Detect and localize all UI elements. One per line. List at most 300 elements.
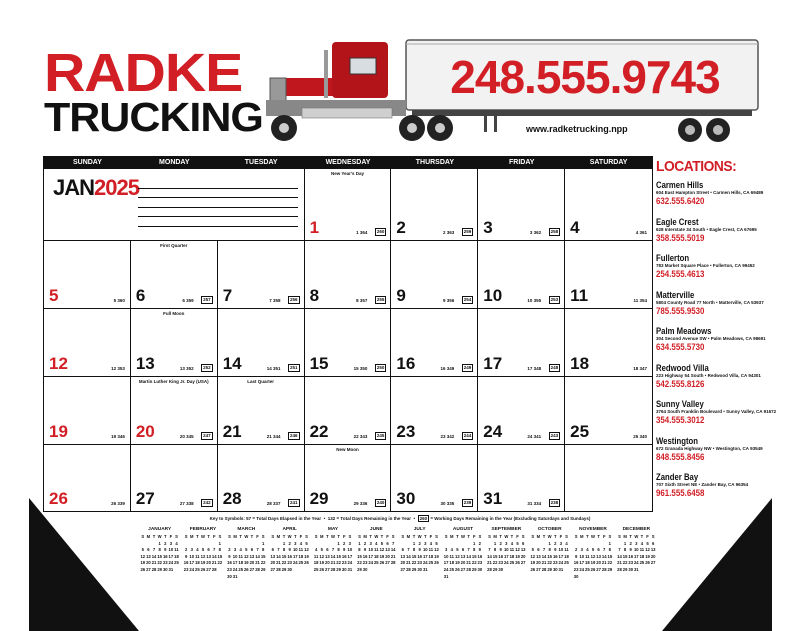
mini-day: 16 <box>628 553 634 559</box>
mini-day: 30 <box>498 566 504 572</box>
mini-day: 9 <box>343 547 346 553</box>
mini-day: 24 <box>292 560 298 566</box>
day-number: 5 <box>49 286 59 305</box>
location-name: Zander Bay <box>656 472 699 482</box>
day-number: 7 <box>222 286 233 305</box>
mini-month-name: FEBRUARY <box>189 527 217 532</box>
mini-day: 4 <box>375 540 378 546</box>
mini-day: 28 <box>541 566 547 572</box>
mini-day: 19 <box>319 560 325 566</box>
day-cell <box>218 377 305 445</box>
mini-day: 24 <box>232 566 238 572</box>
phone-number: 248.555.9743 <box>450 51 720 103</box>
days-elapsed: 28 337 <box>266 501 281 506</box>
empty-cell <box>565 445 652 511</box>
mini-day: 16 <box>417 553 422 559</box>
mini-day: 25 <box>585 566 590 572</box>
legend-work-text: = Working Days Remaining in the Year (Excluding Saturdays and Sundays) <box>430 516 591 521</box>
day-cell <box>391 309 478 377</box>
mini-day: 7 <box>152 547 156 553</box>
mini-day: 4 <box>429 540 433 546</box>
mini-day: 17 <box>443 560 449 566</box>
mini-day: 7 <box>392 540 395 546</box>
mini-day: 18 <box>585 560 590 566</box>
mini-day: 27 <box>325 566 330 572</box>
corner-triangle-left <box>29 498 139 631</box>
working-days-remaining: 250 <box>376 365 385 370</box>
mini-day: 24 <box>579 566 585 572</box>
weekday-label: SUNDAY <box>72 159 102 166</box>
mini-day: 21 <box>211 560 217 566</box>
location-name: Redwood Villa <box>656 362 709 373</box>
mini-day: 20 <box>385 553 390 559</box>
mini-day: 29 <box>622 566 628 572</box>
days-elapsed: 14 351 <box>266 366 281 371</box>
working-days-remaining: 249 <box>463 365 472 370</box>
mini-weekday: F <box>602 534 606 539</box>
mini-weekday: T <box>337 534 340 539</box>
mini-day: 15 <box>336 553 341 559</box>
mini-day: 5 <box>201 547 205 553</box>
mini-day: 3 <box>580 547 583 553</box>
mini-month-name: SEPTEMBER <box>491 527 522 532</box>
mini-day: 12 <box>455 553 460 559</box>
mini-day: 29 <box>336 566 341 572</box>
mini-day: 21 <box>466 560 471 566</box>
day-cell <box>478 445 565 511</box>
mini-day: 20 <box>249 560 255 566</box>
mini-month-name: JUNE <box>369 527 383 532</box>
mini-day: 25 <box>174 560 179 566</box>
mini-weekday: M <box>450 534 454 539</box>
mini-month <box>183 526 222 574</box>
days-elapsed: 3 362 <box>529 230 542 235</box>
mini-day: 15 <box>607 553 613 559</box>
mini-day: 11 <box>174 547 179 553</box>
mini-day: 12 <box>434 547 439 553</box>
mini-weekday: T <box>456 534 459 539</box>
mini-day: 11 <box>639 547 645 553</box>
days-elapsed: 29 336 <box>353 501 368 506</box>
mini-day: 1 <box>473 540 476 546</box>
days-elapsed: 16 349 <box>440 366 455 371</box>
mini-day: 27 <box>249 566 255 572</box>
mini-weekday: T <box>196 534 199 539</box>
working-days-remaining: 252 <box>203 365 211 370</box>
mini-month-name: JULY <box>413 527 426 532</box>
mini-day: 6 <box>147 547 150 553</box>
mini-weekday: T <box>467 534 470 539</box>
mini-day: 23 <box>498 560 504 566</box>
mini-day: 27 <box>536 566 541 572</box>
mini-day: 22 <box>492 560 498 566</box>
mini-day: 16 <box>287 553 292 559</box>
mini-weekday: F <box>212 534 216 539</box>
mini-day: 23 <box>552 560 558 566</box>
mini-month-days <box>573 534 612 580</box>
mini-day: 10 <box>168 547 174 553</box>
mini-day: 19 <box>590 560 596 566</box>
mini-day: 19 <box>379 553 385 559</box>
mini-day: 26 <box>200 566 206 572</box>
days-elapsed: 25 340 <box>633 434 647 439</box>
mini-day: 4 <box>510 540 514 546</box>
mini-day: 18 <box>639 553 645 559</box>
mini-weekday: S <box>565 534 568 539</box>
day-number: 24 <box>483 422 503 441</box>
mini-weekday: F <box>472 534 476 539</box>
weekday-label: FRIDAY <box>509 159 535 166</box>
mini-day: 1 <box>282 540 286 546</box>
location-phone: 785.555.9530 <box>656 305 705 316</box>
mini-weekday: W <box>157 534 162 539</box>
mini-weekday: T <box>326 534 329 539</box>
mini-day: 18 <box>428 553 434 559</box>
mini-day: 21 <box>541 560 547 566</box>
mini-day: 11 <box>238 553 243 559</box>
location-address: 628 Interstate 34 South • Eagle Crest, CA 67695 <box>656 226 757 232</box>
mini-day: 25 <box>298 560 304 566</box>
day-cell <box>478 309 565 377</box>
location-phone: 634.555.5730 <box>656 342 705 352</box>
working-days-remaining: 246 <box>290 433 298 438</box>
mini-weekday: W <box>374 534 379 539</box>
mini-day: 30 <box>477 566 483 572</box>
day-event: First Quarter <box>160 243 188 248</box>
working-days-remaining: 239 <box>463 500 472 505</box>
mini-day: 12 <box>379 547 385 553</box>
mini-day: 17 <box>347 553 353 559</box>
mini-weekday: T <box>282 534 286 539</box>
days-elapsed: 5 360 <box>113 298 125 303</box>
location-address: 707 Sixth Street NE • Zander Bay, CA 96354 <box>656 482 749 487</box>
mini-day: 14 <box>406 553 411 559</box>
mini-day: 5 <box>305 540 308 546</box>
day-cell <box>478 377 565 445</box>
mini-weekday: S <box>435 534 438 539</box>
days-elapsed: 9 356 <box>443 298 455 303</box>
mini-day: 20 <box>400 560 406 566</box>
mini-day: 13 <box>385 547 390 553</box>
mini-weekday: M <box>623 534 627 539</box>
mini-day: 12 <box>304 547 309 553</box>
mini-day: 6 <box>271 547 274 553</box>
mini-month-days <box>227 534 266 580</box>
mini-day: 25 <box>428 560 434 566</box>
mini-day: 22 <box>217 560 223 566</box>
day-number: 30 <box>396 489 416 508</box>
days-elapsed: 8 357 <box>356 298 368 303</box>
mini-day: 18 <box>238 560 244 566</box>
working-days-remaining: 241 <box>290 500 298 505</box>
mini-day: 3 <box>424 540 427 546</box>
location-entry <box>656 326 796 352</box>
mini-day: 7 <box>488 547 491 553</box>
working-days-remaining: 257 <box>203 297 211 302</box>
mini-day: 29 <box>492 566 498 572</box>
mini-weekday: T <box>499 534 502 539</box>
mini-day: 20 <box>520 553 526 559</box>
mini-day: 6 <box>461 547 465 553</box>
mini-day: 8 <box>608 547 612 553</box>
day-cell <box>305 309 392 377</box>
corner-triangle-right <box>662 498 772 631</box>
mini-day: 15 <box>622 553 628 559</box>
mini-day: 19 <box>140 560 146 566</box>
mini-weekday: M <box>276 534 281 539</box>
working-days-remaining: 258 <box>550 229 559 234</box>
mini-month-days <box>357 534 396 574</box>
mini-day: 5 <box>141 547 144 553</box>
mini-day: 9 <box>629 547 632 553</box>
mini-day: 16 <box>162 553 168 559</box>
mini-month-name: OCTOBER <box>537 527 562 532</box>
mini-day: 30 <box>573 573 579 579</box>
mini-day: 19 <box>645 553 650 559</box>
mini-weekday: M <box>233 534 237 539</box>
mini-day: 19 <box>515 553 520 559</box>
mini-day: 23 <box>573 566 579 572</box>
year-mini-calendars <box>140 526 660 592</box>
mini-day: 24 <box>347 560 353 566</box>
mini-day: 9 <box>363 547 367 553</box>
mini-month <box>140 526 179 574</box>
mini-weekday: M <box>493 534 497 539</box>
mini-day: 6 <box>522 540 525 546</box>
mini-day: 23 <box>341 560 347 566</box>
working-days-remaining: 259 <box>463 229 472 234</box>
mini-day: 3 <box>444 547 448 553</box>
day-number: 6 <box>135 286 146 305</box>
mini-weekday: F <box>169 534 173 539</box>
location-phone: 542.555.8126 <box>656 378 705 389</box>
mini-day: 14 <box>255 553 260 559</box>
mini-day: 28 <box>390 560 396 566</box>
mini-day: 27 <box>596 566 601 572</box>
mini-weekday: S <box>261 534 265 539</box>
working-days-remaining: 247 <box>203 433 211 438</box>
mini-day: 24 <box>633 560 639 566</box>
weekday-label: MONDAY <box>159 159 190 166</box>
mini-day: 11 <box>585 553 590 559</box>
mini-day: 30 <box>227 573 232 579</box>
mini-day: 21 <box>276 560 281 566</box>
mini-day: 23 <box>628 560 634 566</box>
day-number: 4 <box>570 218 580 237</box>
mini-day: 10 <box>232 553 238 559</box>
mini-day: 29 <box>411 566 417 572</box>
mini-weekday: S <box>141 534 145 539</box>
day-cell <box>478 169 565 241</box>
mini-weekday: S <box>608 534 612 539</box>
day-cell <box>44 377 131 445</box>
mini-weekday: S <box>488 534 491 539</box>
mini-day: 3 <box>559 540 563 546</box>
legend-elapsed-number: 57 <box>246 516 252 521</box>
mini-day: 16 <box>227 560 232 566</box>
notes-cell <box>44 169 305 241</box>
location-phone: 254.555.4613 <box>656 269 705 279</box>
mini-day: 17 <box>422 553 428 559</box>
mini-day: 20 <box>325 560 330 566</box>
mini-day: 25 <box>639 560 645 566</box>
mini-day: 26 <box>530 566 536 572</box>
mini-day: 30 <box>362 566 368 572</box>
mini-day: 29 <box>607 566 613 572</box>
mini-weekday: M <box>406 534 411 539</box>
mini-day: 12 <box>319 553 325 559</box>
day-number: 16 <box>396 354 416 373</box>
mini-weekday: S <box>218 534 222 539</box>
mini-day: 11 <box>509 547 515 553</box>
mini-weekday: M <box>536 534 541 539</box>
day-cell <box>131 377 218 445</box>
mini-day: 5 <box>380 540 384 546</box>
working-days-remaining: 245 <box>376 433 385 438</box>
mini-month <box>487 526 526 574</box>
day-event: Martin Luther King Jr. Day (USA) <box>138 379 209 384</box>
day-number: 11 <box>570 286 589 305</box>
days-elapsed: 10 355 <box>527 298 542 303</box>
mini-day: 16 <box>183 560 189 566</box>
mini-day: 31 <box>347 566 353 572</box>
mini-day: 25 <box>373 560 379 566</box>
day-cell <box>565 169 652 241</box>
location-entry <box>656 399 796 425</box>
day-event: Full Moon <box>163 311 185 316</box>
legend-intro: Key to Symbols: <box>209 516 245 521</box>
mini-day: 18 <box>195 560 200 566</box>
mini-day: 21 <box>487 560 492 566</box>
mini-day: 6 <box>326 547 329 553</box>
mini-weekday: W <box>461 534 465 539</box>
mini-day: 11 <box>298 547 304 553</box>
day-number: 25 <box>570 422 590 441</box>
mini-day: 16 <box>362 553 368 559</box>
mini-day: 5 <box>435 540 438 546</box>
mini-day: 10 <box>443 553 449 559</box>
mini-day: 10 <box>558 547 564 553</box>
legend-work-number: 260 <box>419 516 428 521</box>
mini-day: 11 <box>449 553 454 559</box>
day-number: 8 <box>309 286 320 305</box>
day-event: Last Quarter <box>247 379 274 384</box>
working-days-remaining: 243 <box>550 433 559 438</box>
mini-day: 2 <box>554 540 557 546</box>
mini-day: 22 <box>157 560 162 566</box>
mini-day: 15 <box>547 553 552 559</box>
day-number: 22 <box>309 422 329 441</box>
mini-day: 31 <box>168 566 174 572</box>
mini-day: 10 <box>422 547 428 553</box>
mini-day: 18 <box>373 553 379 559</box>
location-address: 604 East Hampton Street • Carmen Hills, CA 69489 <box>656 190 764 195</box>
mini-day: 26 <box>515 560 520 566</box>
mini-day: 1 <box>158 540 161 546</box>
mini-day: 25 <box>564 560 569 566</box>
mini-day: 28 <box>406 566 411 572</box>
location-phone: 632.555.6420 <box>656 196 705 206</box>
mini-month-days <box>140 534 179 574</box>
day-cell <box>305 377 392 445</box>
day-cell <box>565 377 652 445</box>
mini-day: 4 <box>450 547 453 553</box>
mini-day: 1 <box>262 540 265 546</box>
mini-month-days <box>530 534 569 574</box>
mini-day: 22 <box>357 560 362 566</box>
mini-day: 7 <box>618 547 621 553</box>
mini-day: 9 <box>184 553 188 559</box>
mini-day: 26 <box>645 560 650 566</box>
mini-day: 23 <box>287 560 292 566</box>
mini-month-name: DECEMBER <box>622 527 651 532</box>
location-address: 3764 South Franklin Boulevard • Sunny Valley, CA 91672 <box>656 409 777 414</box>
mini-day: 24 <box>168 560 174 566</box>
day-cell <box>565 241 652 309</box>
locations-title: LOCATIONS: <box>656 158 737 175</box>
day-number: 19 <box>49 422 68 441</box>
mini-day: 2 <box>478 540 482 546</box>
days-elapsed: 31 334 <box>527 501 542 506</box>
mini-weekday: S <box>305 534 308 539</box>
day-cell <box>218 445 305 511</box>
mini-day: 17 <box>368 553 374 559</box>
mini-day: 18 <box>298 553 304 559</box>
mini-day: 27 <box>206 566 211 572</box>
mini-day: 15 <box>471 553 477 559</box>
location-entry <box>656 436 796 462</box>
mini-day: 8 <box>548 547 551 553</box>
mini-day: 3 <box>505 540 508 546</box>
location-name: Carmen Hills <box>656 180 704 190</box>
mini-day: 29 <box>260 566 266 572</box>
month-year: 2025 <box>94 175 139 200</box>
mini-day: 20 <box>650 553 656 559</box>
days-elapsed: 13 352 <box>179 366 194 371</box>
mini-day: 27 <box>520 560 526 566</box>
day-number: 23 <box>396 422 416 441</box>
mini-day: 28 <box>276 566 281 572</box>
mini-day: 3 <box>233 547 237 553</box>
mini-day: 19 <box>243 560 249 566</box>
working-days-remaining: 255 <box>376 297 385 302</box>
mini-day: 27 <box>650 560 656 566</box>
mini-day: 28 <box>330 566 336 572</box>
day-number: 12 <box>49 354 68 373</box>
mini-day: 12 <box>590 553 596 559</box>
mini-day: 12 <box>140 553 146 559</box>
days-elapsed: 7 358 <box>269 298 281 303</box>
days-elapsed: 4 361 <box>635 230 647 235</box>
mini-day: 3 <box>348 540 352 546</box>
mini-day: 10 <box>189 553 195 559</box>
mini-weekday: S <box>531 534 535 539</box>
mini-weekday: T <box>553 534 557 539</box>
mini-day: 31 <box>558 566 564 572</box>
mini-day: 4 <box>299 540 303 546</box>
month-name: JAN <box>53 175 95 200</box>
mini-weekday: S <box>271 534 275 539</box>
working-days-remaining: 251 <box>290 365 298 370</box>
mini-day: 3 <box>294 540 297 546</box>
mini-day: 12 <box>515 547 520 553</box>
mini-day: 7 <box>277 547 280 553</box>
day-number: 13 <box>135 354 155 373</box>
mini-weekday: S <box>651 534 655 539</box>
mini-weekday: W <box>201 534 205 539</box>
mini-month-days <box>183 534 222 574</box>
mini-weekday: W <box>591 534 595 539</box>
